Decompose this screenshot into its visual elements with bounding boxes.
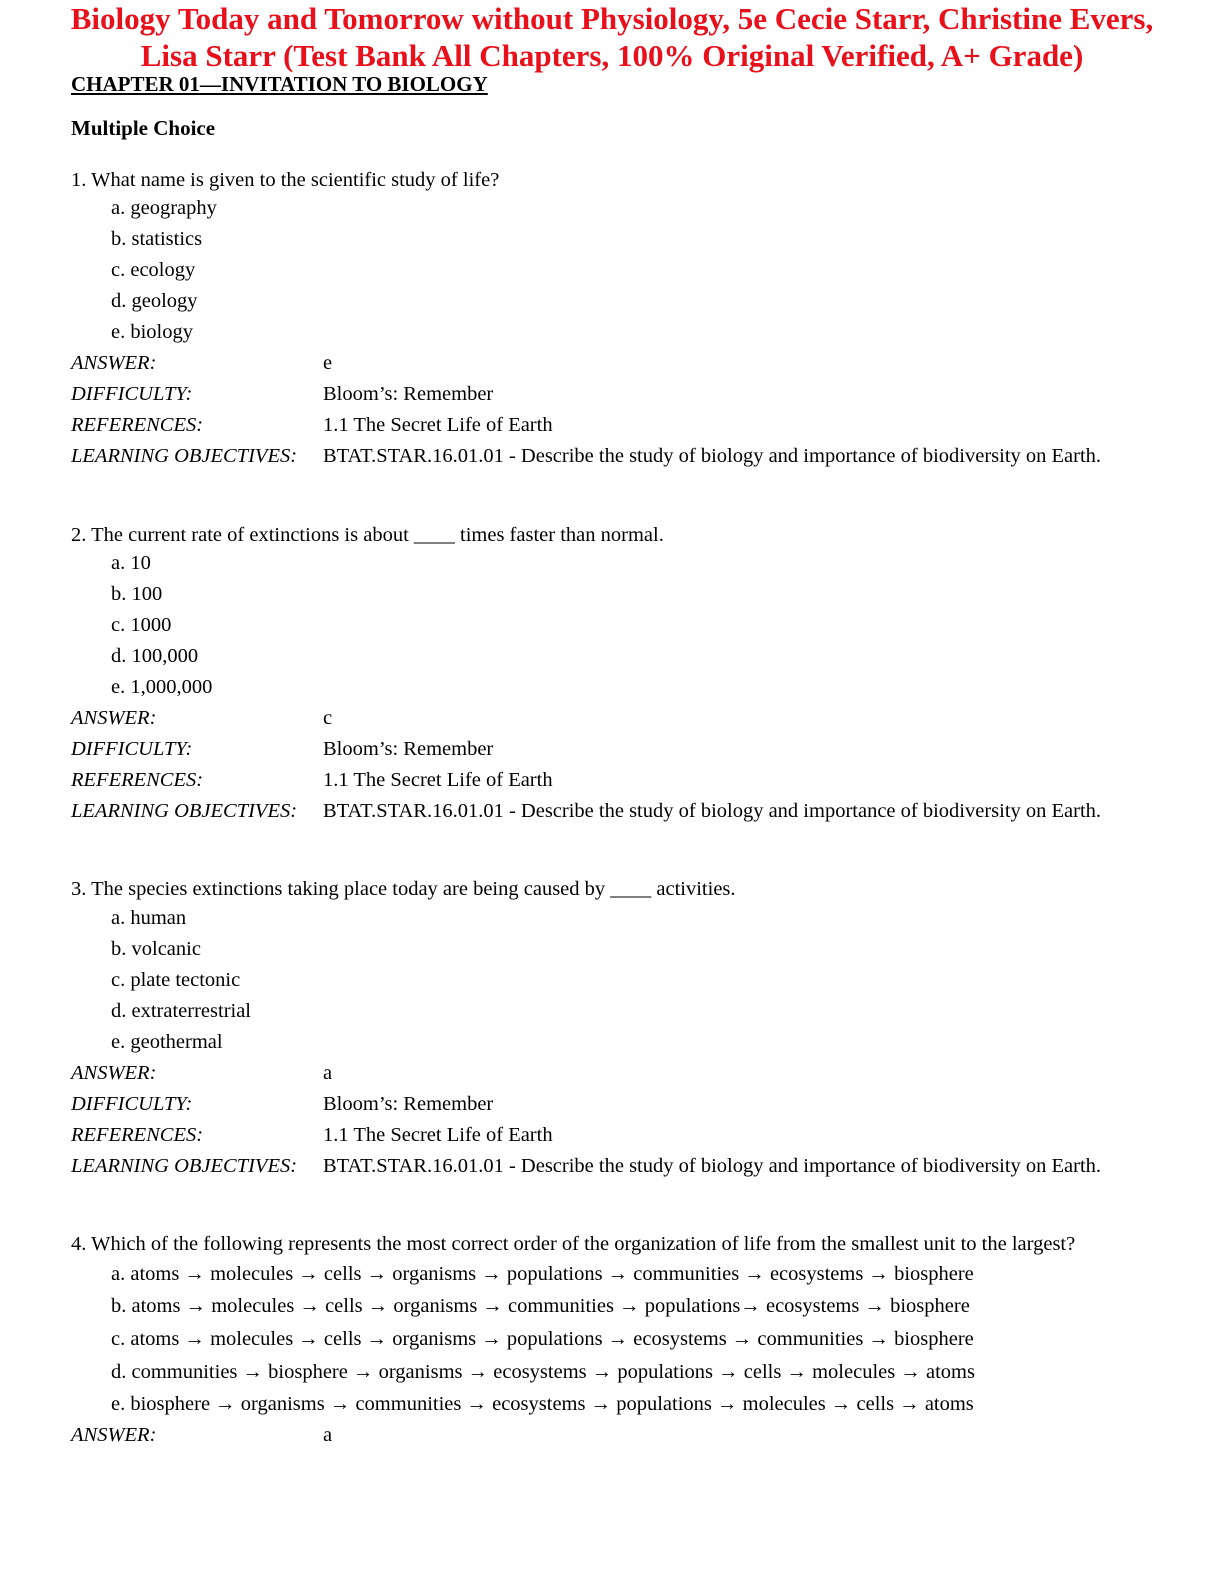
references-value: 1.1 The Secret Life of Earth [323, 769, 553, 791]
option-a: a. human [111, 907, 187, 929]
option-b: b. volcanic [111, 938, 201, 960]
difficulty-value: Bloom’s: Remember [323, 738, 494, 760]
answer-label: ANSWER: [71, 352, 157, 374]
option-d: d. communities → biosphere → organisms → ecosystems → populations → cells → molecules → atoms [111, 1361, 975, 1383]
option-c: c. atoms → molecules → cells → organisms → populations → ecosystems → communities → biosphere [111, 1328, 974, 1350]
learning-objectives-label: LEARNING OBJECTIVES: [71, 1155, 298, 1177]
difficulty-label: DIFFICULTY: [71, 1093, 193, 1115]
question-stem: 1. What name is given to the scientific study of life? [71, 169, 500, 191]
section-heading: Multiple Choice [71, 116, 216, 140]
option-e: e. geothermal [111, 1031, 223, 1053]
question-stem: 2. The current rate of extinctions is about ____ times faster than normal. [71, 524, 664, 546]
option-b: b. statistics [111, 228, 203, 250]
option-e: e. biology [111, 321, 193, 343]
references-label: REFERENCES: [71, 769, 204, 791]
difficulty-value: Bloom’s: Remember [323, 383, 494, 405]
option-c: c. ecology [111, 259, 196, 281]
difficulty-label: DIFFICULTY: [71, 383, 193, 405]
learning-objectives-value: BTAT.STAR.16.01.01 - Describe the study of biology and importance of biodiversity on Earth. [323, 445, 1102, 467]
answer-value: a [323, 1062, 333, 1084]
document-title [20, 0, 1204, 74]
difficulty-label: DIFFICULTY: [71, 738, 193, 760]
answer-value: e [323, 352, 333, 374]
title-line-2: Lisa Starr (Test Bank All Chapters, 100% Original Verified, A+ Grade) [140, 38, 1084, 73]
answer-value: a [323, 1424, 333, 1446]
answer-label: ANSWER: [71, 707, 157, 729]
question-stem: 4. Which of the following represents the most correct order of the organization of life from the smallest unit to the largest? [71, 1233, 1076, 1255]
option-a: a. atoms → molecules → cells → organisms → populations → communities → ecosystems → biosphere [111, 1263, 974, 1285]
option-d: d. 100,000 [111, 645, 199, 667]
option-a: a. 10 [111, 552, 151, 574]
learning-objectives-label: LEARNING OBJECTIVES: [71, 800, 298, 822]
option-b: b. atoms → molecules → cells → organisms → communities → populations→ ecosystems → biosphere [111, 1295, 970, 1317]
learning-objectives-label: LEARNING OBJECTIVES: [71, 445, 298, 467]
option-c: c. plate tectonic [111, 969, 241, 991]
option-d: d. geology [111, 290, 198, 312]
learning-objectives-value: BTAT.STAR.16.01.01 - Describe the study of biology and importance of biodiversity on Earth. [323, 1155, 1102, 1177]
chapter-heading: CHAPTER 01—INVITATION TO BIOLOGY [71, 72, 488, 96]
answer-label: ANSWER: [71, 1062, 157, 1084]
option-b: b. 100 [111, 583, 163, 605]
question-stem: 3. The species extinctions taking place today are being caused by ____ activities. [71, 878, 736, 900]
option-e: e. biosphere → organisms → communities → ecosystems → populations → molecules → cells → atoms [111, 1393, 974, 1415]
answer-value: c [323, 707, 333, 729]
references-value: 1.1 The Secret Life of Earth [323, 414, 553, 436]
learning-objectives-value: BTAT.STAR.16.01.01 - Describe the study of biology and importance of biodiversity on Earth. [323, 800, 1102, 822]
references-label: REFERENCES: [71, 414, 204, 436]
option-e: e. 1,000,000 [111, 676, 213, 698]
references-value: 1.1 The Secret Life of Earth [323, 1124, 553, 1146]
option-c: c. 1000 [111, 614, 172, 636]
title-line-1: Biology Today and Tomorrow without Physiology, 5e Cecie Starr, Christine Evers, [70, 1, 1154, 36]
difficulty-value: Bloom’s: Remember [323, 1093, 494, 1115]
option-a: a. geography [111, 197, 217, 219]
option-d: d. extraterrestrial [111, 1000, 252, 1022]
answer-label: ANSWER: [71, 1424, 157, 1446]
references-label: REFERENCES: [71, 1124, 204, 1146]
